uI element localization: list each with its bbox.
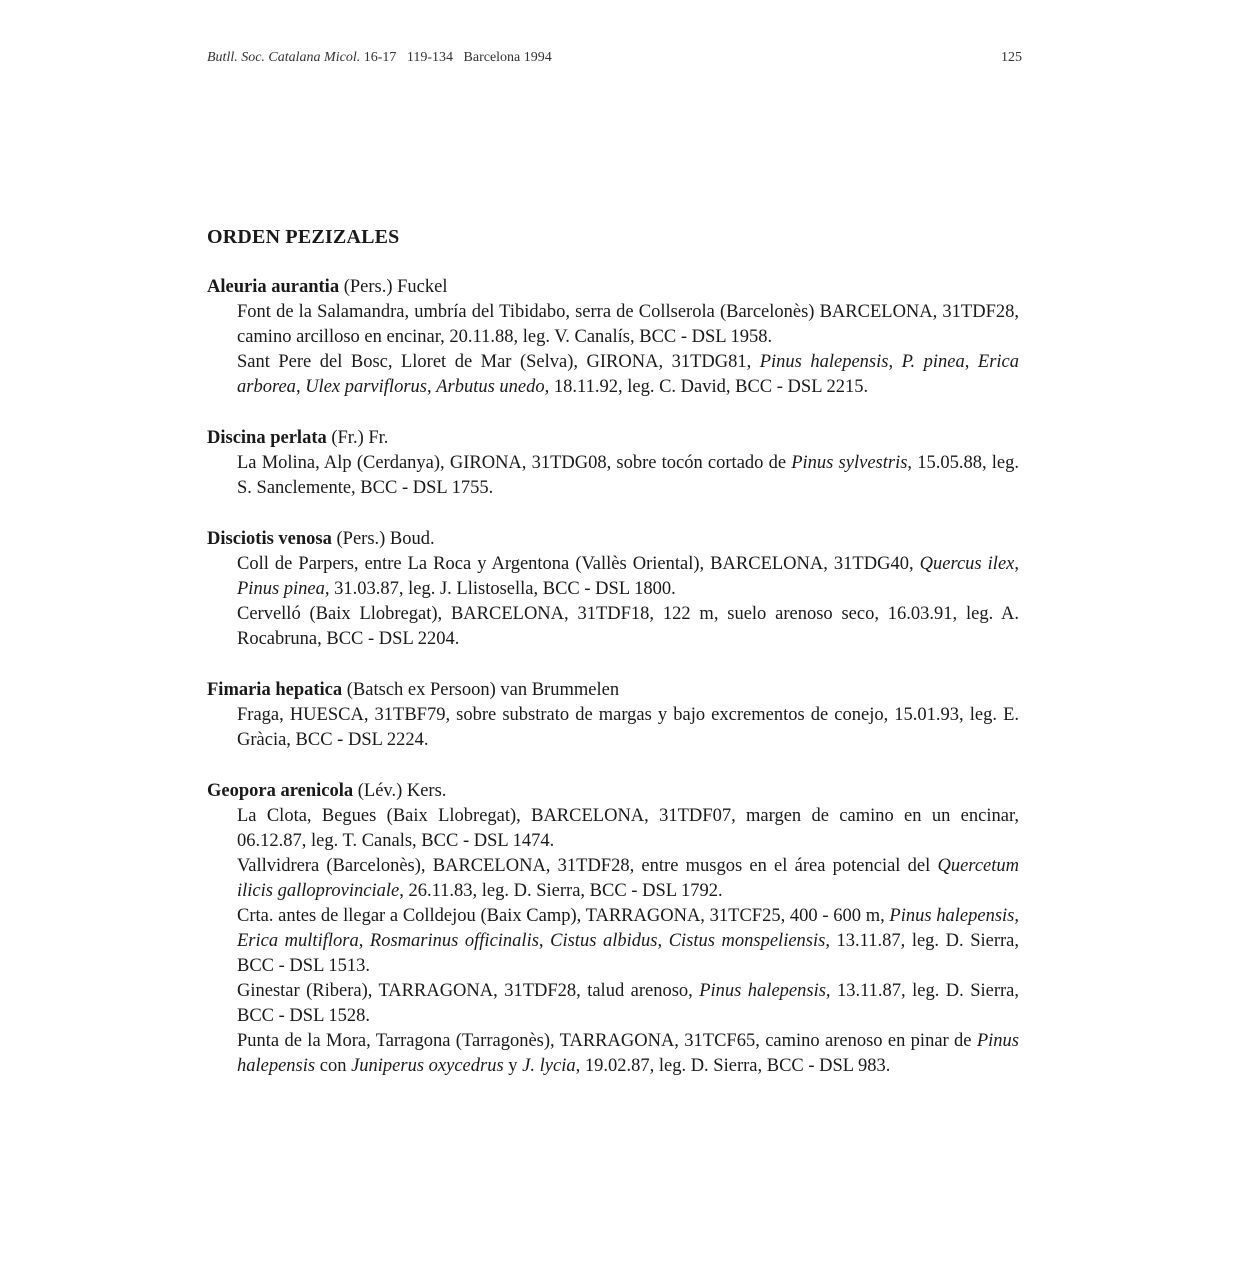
record-text: Ginestar (Ribera), TARRAGONA, 31TDF28, talud arenoso, — [237, 981, 700, 1001]
species-name: Disciotis venosa — [207, 529, 332, 549]
record-text: , — [1014, 906, 1019, 926]
record-text: , 13.11.87, leg. D. Sierra, BCC - DSL 1513. — [237, 931, 1020, 976]
collection-record — [237, 451, 1019, 501]
record-text: Vallvidrera (Barcelonès), BARCELONA, 31TDF28, entre musgos en el área potencial del — [237, 856, 938, 876]
taxon-name: Erica multiflora — [237, 931, 359, 951]
record-text: La Molina, Alp (Cerdanya), GIRONA, 31TDG08, sobre tocón cortado de — [237, 453, 792, 473]
taxon-name: Pinus halepensis — [889, 906, 1015, 926]
section-title: ORDEN PEZIZALES — [207, 226, 400, 248]
record-text: Cervelló (Baix Llobregat), BARCELONA, 31TDF18, 122 m, suelo arenoso seco, 16.03.91, leg. A. Rocabruna, BCC - DSL 2204. — [237, 604, 1019, 649]
species-entry — [207, 779, 1019, 1079]
record-text: Crta. antes de llegar a Colldejou (Baix Camp), TARRAGONA, 31TCF25, 400 - 600 m, — [237, 906, 890, 926]
species-entry — [207, 527, 1019, 652]
record-text: , — [538, 931, 551, 951]
collection-record — [237, 904, 1019, 979]
record-text: , — [657, 931, 669, 951]
species-list — [207, 275, 1019, 1105]
record-text: , — [358, 931, 370, 951]
species-heading — [207, 678, 1019, 703]
species-heading — [207, 426, 1019, 451]
record-text: , — [1014, 554, 1019, 574]
taxon-name: Pinus halepensis — [699, 981, 826, 1001]
record-text: , — [888, 352, 902, 372]
taxon-name: Erica arborea — [237, 352, 1019, 397]
journal-name: Butll. Soc. Catalana Micol. — [207, 50, 361, 65]
record-text: , — [964, 352, 978, 372]
collection-record — [237, 854, 1019, 904]
species-author: (Pers.) Fuckel — [339, 277, 448, 297]
taxon-name: Rosmarinus officinalis — [369, 931, 539, 951]
collection-record — [237, 1029, 1019, 1079]
record-text: La Clota, Begues (Baix Llobregat), BARCELONA, 31TDF07, margen de camino en un encinar, 06.12.87, leg. T. Canals, BCC - DSL 1474. — [237, 806, 1019, 851]
taxon-name: P. pinea — [901, 352, 965, 372]
record-text: Coll de Parpers, entre La Roca y Argentona (Vallès Oriental), BARCELONA, 31TDG40, — [237, 554, 920, 574]
record-text: , — [426, 377, 437, 397]
species-heading — [207, 527, 1019, 552]
taxon-name: Pinus halepensis — [237, 1031, 1019, 1076]
record-text: , 19.02.87, leg. D. Sierra, BCC - DSL 983. — [575, 1056, 891, 1076]
running-header — [207, 50, 1022, 66]
taxon-name: Ulex parviflorus — [305, 377, 427, 397]
taxon-name: J. lycia — [522, 1056, 576, 1076]
record-text: , 15.05.88, leg. S. Sanclemente, BCC - DSL 1755. — [237, 453, 1019, 498]
species-author: (Pers.) Boud. — [331, 529, 435, 549]
taxon-name: Pinus halepensis — [759, 352, 889, 372]
taxon-name: Juniperus oxycedrus — [351, 1056, 504, 1076]
species-author: (Lév.) Kers. — [353, 781, 447, 801]
species-heading — [207, 275, 1019, 300]
collection-record — [237, 350, 1019, 400]
record-text: Fraga, HUESCA, 31TBF79, sobre substrato de margas y bajo excrementos de conejo, 15.01.93, leg. E. Gràcia, BCC - DSL 2224. — [237, 705, 1019, 750]
collection-record — [237, 602, 1019, 652]
taxon-name: Arbutus unedo — [436, 377, 545, 397]
collection-record — [237, 979, 1019, 1029]
species-entry — [207, 678, 1019, 753]
page-number: 125 — [1001, 50, 1022, 65]
record-text: con — [315, 1056, 352, 1076]
taxon-name: Quercus ilex — [919, 554, 1015, 574]
species-entry — [207, 426, 1019, 501]
taxon-name: Cistus albidus — [550, 931, 658, 951]
record-text: , 26.11.83, leg. D. Sierra, BCC - DSL 1792. — [399, 881, 723, 901]
collection-record — [237, 300, 1019, 350]
species-name: Aleuria aurantia — [207, 277, 340, 297]
taxon-name: Pinus sylvestris — [791, 453, 908, 473]
collection-record — [237, 804, 1019, 854]
record-text: , 13.11.87, leg. D. Sierra, BCC - DSL 1528. — [237, 981, 1019, 1026]
record-text: Sant Pere del Bosc, Lloret de Mar (Selva), GIRONA, 31TDG81, — [237, 352, 760, 372]
species-heading — [207, 779, 1019, 804]
journal-volume-info: 16-17 119-134 Barcelona 1994 — [360, 50, 552, 65]
record-text: , 31.03.87, leg. J. Llistosella, BCC - DSL 1800. — [324, 579, 676, 599]
species-name: Fimaria hepatica — [207, 680, 343, 700]
species-name: Discina perlata — [207, 428, 327, 448]
record-text: y — [503, 1056, 523, 1076]
species-author: (Fr.) Fr. — [326, 428, 389, 448]
taxon-name: Quercetum ilicis galloprovinciale — [237, 856, 1019, 901]
record-text: , — [295, 377, 306, 397]
species-author: (Batsch ex Persoon) van Brummelen — [342, 680, 620, 700]
taxon-name: Cistus monspeliensis — [668, 931, 826, 951]
species-name: Geopora arenicola — [207, 781, 354, 801]
record-text: Font de la Salamandra, umbría del Tibidabo, serra de Collserola (Barcelonès) BARCELONA, 31TDF28, camino arcilloso en encinar, 20.11.88, leg. V. Canalís, BCC - DSL 1958. — [237, 302, 1019, 347]
collection-record — [237, 552, 1019, 602]
collection-record — [237, 703, 1019, 753]
taxon-name: Pinus pinea — [237, 579, 325, 599]
record-text: Punta de la Mora, Tarragona (Tarragonès), TARRAGONA, 31TCF65, camino arenoso en pinar de — [237, 1031, 977, 1051]
record-text: , 18.11.92, leg. C. David, BCC - DSL 2215. — [544, 377, 869, 397]
species-entry — [207, 275, 1019, 400]
